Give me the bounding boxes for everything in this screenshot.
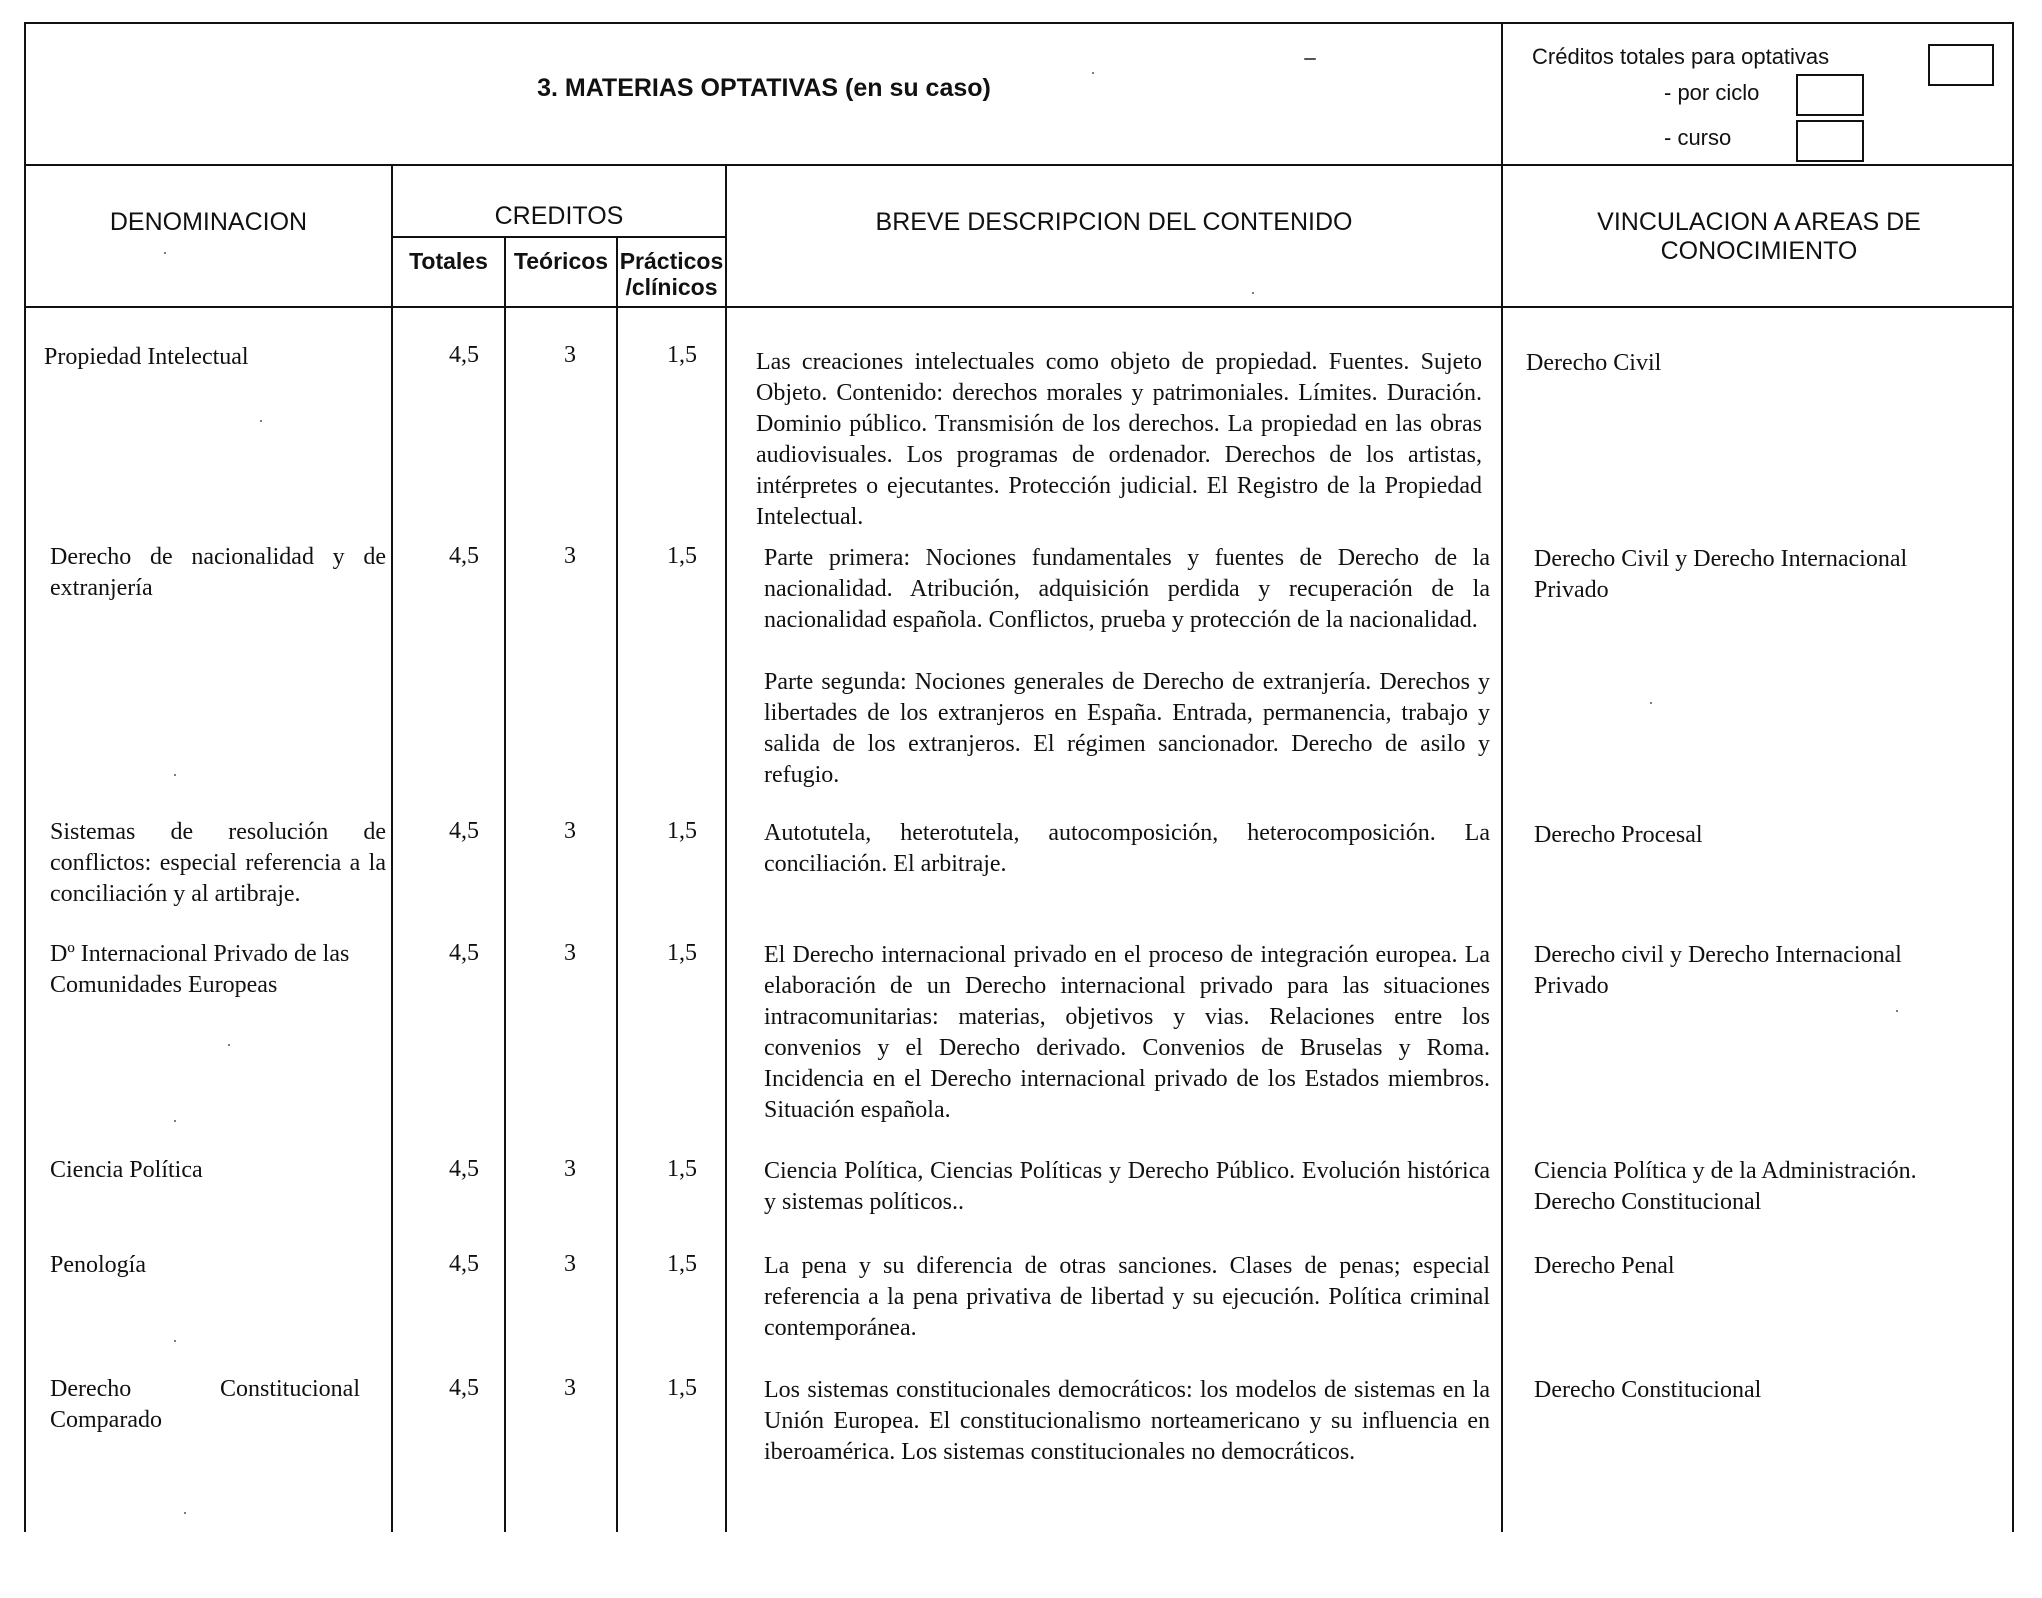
- row-1-practicos: 1,5: [667, 342, 697, 368]
- row-4-teoricos: 3: [564, 940, 576, 966]
- row-2-denominacion: Derecho de nacionalidad y de extranjería: [50, 544, 386, 601]
- col-header-vinculacion: VINCULACION A AREAS DE CONOCIMIENTO: [1597, 208, 1921, 265]
- curso-label: - curso: [1664, 125, 1732, 150]
- title-row-divider: [24, 164, 2014, 166]
- row-1-totales: 4,5: [449, 342, 479, 368]
- row-3-practicos: 1,5: [667, 818, 697, 844]
- header-row-divider: [24, 306, 2014, 308]
- scan-speck: [1092, 72, 1094, 74]
- scan-speck: [1252, 292, 1254, 294]
- row-6-teoricos: 3: [564, 1251, 576, 1277]
- row-1-descripcion: Las creaciones intelectuales como objeto de propiedad. Fuentes. Sujeto Objeto. Contenido: derechos morales y patrimoniales. Límites. Duración. Dominio público. Transmisión de los derechos. La propiedad en las obras audiovisuales. Los programas de ordenador. Derechos de los artistas, intérpretes o ejecutantes. Protección judicial. El Registro de la Propiedad Intelectual.: [756, 349, 1482, 530]
- col-header-totales: Totales: [409, 248, 488, 274]
- col-divider-2: [504, 236, 506, 1532]
- row-5-practicos: 1,5: [667, 1156, 697, 1182]
- credits-subheader-divider: [391, 236, 725, 238]
- row-2-vinculacion: Derecho Civil y Derecho Internacional Privado: [1534, 546, 1908, 603]
- scan-speck: [164, 252, 166, 254]
- row-3-denominacion: Sistemas de resolución de conflictos: especial referencia a la conciliación y al artibraje.: [50, 819, 386, 907]
- row-4-descripcion: El Derecho internacional privado en el proceso de integración europea. La elaboración de un Derecho internacional privado para las situaciones intracomunitarias: materias, objetivos y vias. Relaciones entre los convenios y el Derecho derivado. Convenios de Bruselas y Roma. Incidencia en el Derecho internacional privado de los Estados miembros. Situación española.: [764, 942, 1490, 1123]
- scan-speck: [1650, 702, 1652, 704]
- row-4-totales: 4,5: [449, 940, 479, 966]
- row-1-vinculacion: Derecho Civil: [1526, 350, 1662, 376]
- row-2-totales: 4,5: [449, 543, 479, 569]
- col-header-teoricos: Teóricos: [513, 248, 609, 274]
- row-4-vinculacion: Derecho civil y Derecho Internacional Privado: [1534, 942, 1902, 999]
- row-4-practicos: 1,5: [667, 940, 697, 966]
- col-header-denominacion: DENOMINACION: [109, 208, 308, 236]
- border-top: [24, 22, 2014, 24]
- row-5-vinculacion: Ciencia Política y de la Administración. Derecho Constitucional: [1534, 1158, 1917, 1215]
- row-2-teoricos: 3: [564, 543, 576, 569]
- row-5-descripcion: Ciencia Política, Ciencias Políticas y Derecho Público. Evolución histórica y sistemas políticos..: [764, 1158, 1490, 1215]
- curso-box[interactable]: [1796, 120, 1864, 162]
- scan-speck: [184, 1512, 186, 1514]
- row-5-teoricos: 3: [564, 1156, 576, 1182]
- col-divider-5: [1501, 22, 1503, 1532]
- scan-speck: [174, 774, 176, 776]
- col-divider-1: [391, 164, 393, 1532]
- border-right: [2012, 22, 2014, 1532]
- row-7-teoricos: 3: [564, 1375, 576, 1401]
- row-2-practicos: 1,5: [667, 543, 697, 569]
- col-divider-4: [725, 164, 727, 1532]
- credits-total-box[interactable]: [1928, 44, 1994, 86]
- scan-speck: [174, 1340, 176, 1342]
- col-header-descripcion: BREVE DESCRIPCION DEL CONTENIDO: [875, 208, 1353, 236]
- row-7-practicos: 1,5: [667, 1375, 697, 1401]
- row-4-denominacion: Dº Internacional Privado de las Comunidades Europeas: [50, 941, 350, 998]
- row-3-totales: 4,5: [449, 818, 479, 844]
- border-left: [24, 22, 26, 1532]
- scan-speck: [260, 420, 262, 422]
- col-header-practicos: Prácticos /clínicos: [619, 248, 724, 300]
- row-7-totales: 4,5: [449, 1375, 479, 1401]
- scan-speck: [228, 1044, 230, 1046]
- row-1-teoricos: 3: [564, 342, 576, 368]
- row-3-teoricos: 3: [564, 818, 576, 844]
- scan-speck: [174, 1120, 176, 1122]
- por-ciclo-label: - por ciclo: [1664, 80, 1760, 105]
- row-6-vinculacion: Derecho Penal: [1534, 1253, 1675, 1279]
- row-6-practicos: 1,5: [667, 1251, 697, 1277]
- col-header-creditos: CREDITOS: [494, 202, 624, 230]
- row-6-totales: 4,5: [449, 1251, 479, 1277]
- scan-speck: [1896, 1010, 1898, 1012]
- row-3-descripcion: Autotutela, heterotutela, autocomposición, heterocomposición. La conciliación. El arbitraje.: [764, 820, 1490, 877]
- row-2-descripcion-part2: Parte segunda: Nociones generales de Derecho de extranjería. Derechos y libertades de los extranjeros en España. Entrada, permanencia, trabajo y salida de los extranjeros. El régimen sancionador. Derecho de asilo y refugio.: [764, 669, 1490, 788]
- col-divider-3: [616, 236, 618, 1532]
- credits-total-label: Créditos totales para optativas: [1532, 44, 1830, 69]
- row-5-totales: 4,5: [449, 1156, 479, 1182]
- row-6-denominacion: Penología: [50, 1252, 146, 1278]
- scan-speck: [1304, 58, 1316, 60]
- row-6-descripcion: La pena y su diferencia de otras sanciones. Clases de penas; especial referencia a la pena privativa de libertad y su ejecución. Política criminal contemporánea.: [764, 1253, 1490, 1341]
- row-2-descripcion: Parte primera: Nociones fundamentales y fuentes de Derecho de la nacionalidad. Atribución, adquisición perdida y recuperación de la nacionalidad española. Conflictos, prueba y protección de la nacionalidad.: [764, 545, 1490, 633]
- row-7-denominacion: Derecho Constitucional Comparado: [50, 1376, 360, 1433]
- por-ciclo-box[interactable]: [1796, 74, 1864, 116]
- row-7-vinculacion: Derecho Constitucional: [1534, 1377, 1762, 1403]
- form-title: 3. MATERIAS OPTATIVAS (en su caso): [537, 74, 991, 102]
- row-1-denominacion: Propiedad Intelectual: [44, 344, 249, 370]
- row-5-denominacion: Ciencia Política: [50, 1157, 203, 1183]
- optional-subjects-form: [24, 22, 2014, 1532]
- row-7-descripcion: Los sistemas constitucionales democráticos: los modelos de sistemas en la Unión Europea. El constitucionalismo norteamericano y su influencia en iberoamérica. Los sistemas constitucionales no democráticos.: [764, 1377, 1490, 1465]
- row-3-vinculacion: Derecho Procesal: [1534, 822, 1703, 848]
